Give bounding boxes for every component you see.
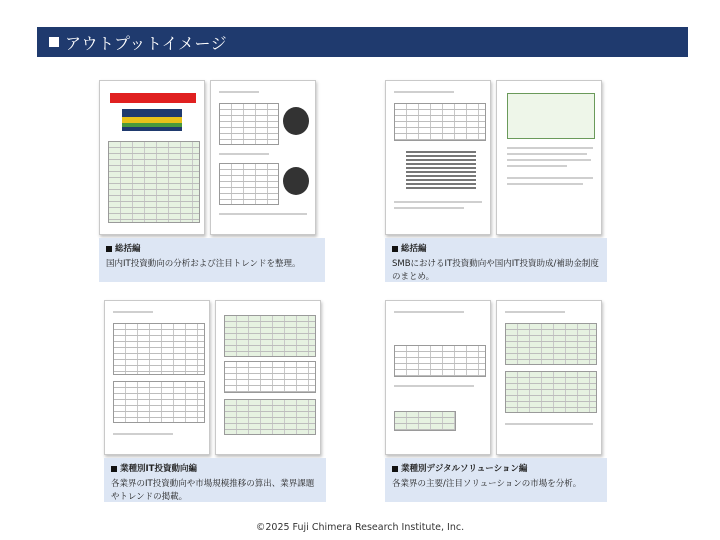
page-thumbnails-1 [99, 80, 316, 235]
page-thumbnails-4 [385, 300, 602, 455]
caption-heading: 総括編 [115, 244, 141, 254]
square-bullet-icon [111, 466, 117, 472]
square-bullet-icon [106, 246, 112, 252]
caption-text: SMBにおけるIT投資動向や国内IT投資助成/補助金制度のまとめ。 [392, 259, 599, 282]
page-thumbnail [496, 300, 602, 455]
square-bullet-icon [49, 37, 59, 47]
page-thumbnails-2 [385, 80, 602, 235]
caption-3 [104, 458, 326, 502]
caption-text: 各業界の主要/注目ソリューションの市場を分析。 [392, 479, 582, 490]
caption-heading: 総括編 [401, 244, 427, 254]
page-thumbnail [99, 80, 205, 235]
caption-text: 各業界のIT投資動向や市場規模推移の算出、業界課題やトレンドの掲載。 [111, 479, 315, 502]
square-bullet-icon [392, 466, 398, 472]
page-thumbnail [210, 80, 316, 235]
page-thumbnail [496, 80, 602, 235]
caption-heading: 業種別IT投資動向編 [120, 464, 197, 474]
caption-2 [385, 238, 607, 282]
caption-1 [99, 238, 325, 282]
caption-4 [385, 458, 607, 502]
copyright-footer: ©2025 Fuji Chimera Research Institute, Inc. [255, 522, 465, 533]
page-title: アウトプットイメージ [65, 33, 228, 53]
page-thumbnail [385, 80, 491, 235]
page-thumbnail [104, 300, 210, 455]
square-bullet-icon [392, 246, 398, 252]
caption-text: 国内IT投資動向の分析および注目トレンドを整理。 [106, 259, 301, 270]
page-thumbnail [385, 300, 491, 455]
caption-heading: 業種別デジタルソリューション編 [401, 464, 528, 474]
title-bar [37, 27, 688, 57]
page-thumbnail [215, 300, 321, 455]
page-thumbnails-3 [104, 300, 321, 455]
